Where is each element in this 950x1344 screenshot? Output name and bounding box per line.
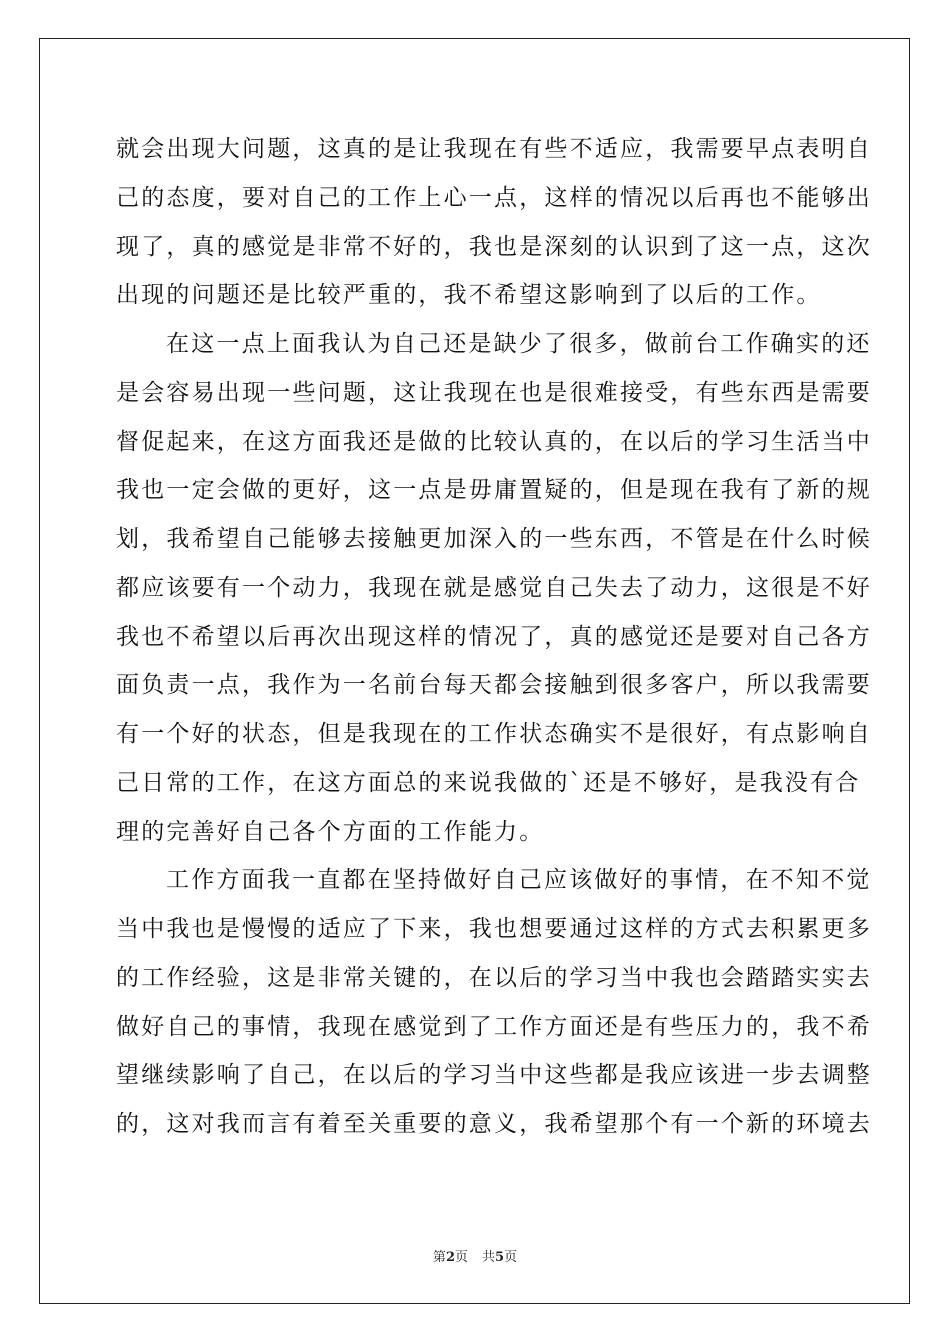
total-pages: 5 <box>495 1250 505 1265</box>
page-prefix: 第 <box>432 1250 446 1265</box>
total-prefix: 共 <box>482 1250 496 1265</box>
text-line: 理的完善好自己各个方面的工作能力。 <box>116 818 545 845</box>
text-line: 划，我希望自己能够去接触更加深入的一些东西，不管是在什么时候 <box>116 526 872 552</box>
text-line: 在这一点上面我认为自己还是缺少了很多，做前台工作确实的还 <box>166 331 872 357</box>
page-suffix: 页 <box>454 1250 468 1265</box>
text-line: 就会出现大问题，这真的是让我现在有些不适应，我需要早点表明自 <box>116 136 872 162</box>
text-line: 的，这对我而言有着至关重要的意义，我希望那个有一个新的环境去 <box>116 1111 872 1137</box>
text-line: 当中我也是慢慢的适应了下来，我也想要通过这样的方式去积累更多 <box>116 916 872 942</box>
page-number: 2 <box>445 1250 455 1265</box>
text-line: 的工作经验，这是非常关键的，在以后的学习当中我也会踏踏实实去 <box>116 964 872 991</box>
text-line: 我也一定会做的更好，这一点是毋庸置疑的，但是现在我有了新的规 <box>116 477 872 504</box>
text-line: 己日常的工作，在这方面总的来说我做的`还是不够好，是我没有合 <box>116 769 861 796</box>
text-line: 现了，真的感觉是非常不好的，我也是深刻的认识到了这一点，这次 <box>116 233 872 260</box>
text-line: 出现的问题还是比较严重的，我不希望这影响到了以后的工作。 <box>116 282 822 309</box>
text-line: 督促起来，在这方面我还是做的比较认真的，在以后的学习生活当中 <box>116 428 872 455</box>
text-line: 有一个好的状态，但是我现在的工作状态确实不是很好，有点影响自 <box>116 721 872 747</box>
text-line: 都应该要有一个动力，我现在就是感觉自己失去了动力，这很是不好 <box>116 574 872 601</box>
paragraph <box>116 856 872 1149</box>
page-footer <box>0 1246 950 1265</box>
total-suffix: 页 <box>504 1250 518 1265</box>
text-line: 己的态度，要对自己的工作上心一点，这样的情况以后再也不能够出 <box>116 184 872 211</box>
paragraph <box>116 320 872 856</box>
text-line: 面负责一点，我作为一名前台每天都会接触到很多客户，所以我需要 <box>116 672 872 699</box>
text-line: 做好自己的事情，我现在感觉到了工作方面还是有些压力的，我不希 <box>116 1013 872 1040</box>
text-line: 工作方面我一直都在坚持做好自己应该做好的事情，在不知不觉 <box>166 867 872 894</box>
paragraph <box>116 125 872 320</box>
document-body <box>116 125 872 1149</box>
text-line: 是会容易出现一些问题，这让我现在也是很难接受，有些东西是需要 <box>116 379 872 406</box>
text-line: 望继续影响了自己，在以后的学习当中这些都是我应该进一步去调整 <box>116 1062 872 1089</box>
text-line: 我也不希望以后再次出现这样的情况了，真的感觉还是要对自己各方 <box>116 623 872 650</box>
